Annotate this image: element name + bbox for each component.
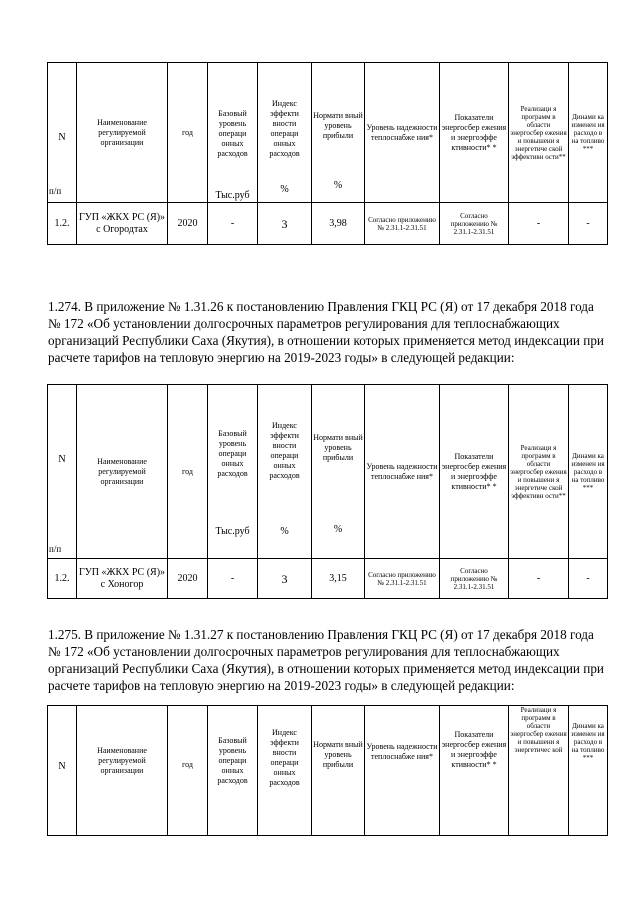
col-profit-header: Нормати вный уровень прибыли: [312, 706, 365, 836]
col-base-header: Базовый уровень операци онных расходов: [208, 706, 258, 836]
row-profit-norm: 3,15: [312, 559, 365, 599]
row-base-level: -: [208, 203, 258, 245]
col-reliability-header: Уровень надежности теплоснабже ния*: [365, 706, 440, 836]
row-efficiency-index: 3: [258, 559, 312, 599]
row-year: 2020: [168, 203, 208, 245]
row-base-level: -: [208, 559, 258, 599]
col-base-header: [208, 385, 258, 559]
col-year-header: год: [168, 63, 208, 203]
row-efficiency-index: 3: [258, 203, 312, 245]
col-year-header: год: [168, 706, 208, 836]
profit-norm-label: Нормати вный уровень прибыли: [313, 433, 363, 462]
profit-norm-label: Нормати вный уровень прибыли: [313, 111, 363, 140]
row-org-name: ГУП «ЖКХ РС (Я)» с Огородтах: [77, 203, 168, 245]
row-fuel-dynamics: -: [569, 203, 608, 245]
col-program-header: Реализаци я программ в области энергосбер ежения и повышени я энергетиче ской эффективн ости**: [509, 63, 569, 203]
base-level-label: Базовый уровень операци онных расходов: [217, 109, 248, 158]
row-org-name: ГУП «ЖКХ РС (Я)» с Хоногор: [77, 559, 168, 599]
col-n-header: [48, 63, 77, 203]
row-fuel-dynamics: -: [569, 559, 608, 599]
table-row: [48, 203, 608, 245]
row-year: 2020: [168, 559, 208, 599]
col-org-header: Наименование регулируемой организации: [77, 63, 168, 203]
paragraph-1-274: 1.274. В приложение № 1.31.26 к постановлению Правления ГКЦ РС (Я) от 17 декабря 2018 года № 172 «Об установлении долгосрочных параметров регулирования для теплоснабжающих организаций Республики Саха (Якутия), в отношении которых применяется метод индексации при расчете тарифов на тепловую энергию на 2019-2023 годы» в следующей редакции:: [48, 299, 604, 365]
col-program-header: Реализаци я программ в области энергосбер ежения и повышени я энергетиче ской эффективн ости**: [509, 385, 569, 559]
row-program: -: [509, 559, 569, 599]
efficiency-index-label: Индекс эффекти вности операци онных расходов: [269, 421, 300, 480]
base-level-label: Базовый уровень операци онных расходов: [217, 429, 248, 478]
col-fuel-header: Динами ка изменен ия расходо в на топливо ***: [569, 706, 608, 836]
row-profit-norm: 3,98: [312, 203, 365, 245]
unit-percent-label: %: [280, 184, 289, 195]
col-profit-header: [312, 63, 365, 203]
col-reliability-header: Уровень надежности теплоснабже ния*: [365, 385, 440, 559]
parameters-table-3: [47, 705, 608, 836]
table-row: [48, 559, 608, 599]
col-fuel-header: Динами ка изменен ия расходо в на топливо ***: [569, 63, 608, 203]
row-reliability: Согласно приложению № 2.31.1-2.31.51: [365, 559, 440, 599]
unit-thousand-label: Тыс.руб: [215, 526, 250, 537]
col-index-header: [258, 385, 312, 559]
col-n-header: [48, 706, 77, 836]
col-org-header: Наименование регулируемой организации: [77, 706, 168, 836]
col-fuel-header: Динами ка изменен ия расходо в на топливо ***: [569, 385, 608, 559]
efficiency-index-label: Индекс эффекти вности операци онных расходов: [269, 99, 300, 158]
col-profit-header: [312, 385, 365, 559]
unit-percent-label: %: [280, 526, 289, 537]
row-reliability: Согласно приложению № 2.31.1-2.31.51: [365, 203, 440, 245]
parameters-table-1: [47, 62, 608, 245]
col-pp-label: п/п: [49, 185, 62, 196]
unit-percent-label-2: %: [333, 180, 343, 191]
col-index-header: [258, 63, 312, 203]
col-energy-header: Показатели энергосбер ежения и энергоэффе ктивности* *: [440, 385, 509, 559]
col-pp-label: п/п: [49, 543, 62, 554]
col-n-header: [48, 385, 77, 559]
row-number: 1.2.: [48, 559, 77, 599]
paragraph-1-275: 1.275. В приложение № 1.31.27 к постановлению Правления ГКЦ РС (Я) от 17 декабря 2018 года № 172 «Об установлении долгосрочных параметров регулирования для теплоснабжающих организаций Республики Саха (Якутия), в отношении которых применяется метод индексации при расчете тарифов на тепловую энергию на 2019-2023 годы» в следующей редакции:: [48, 627, 604, 693]
parameters-table-2: [47, 384, 608, 599]
col-base-header: [208, 63, 258, 203]
row-energy-indicators: Согласно приложению № 2.31.1-2.31.51: [440, 559, 509, 599]
row-number: 1.2.: [48, 203, 77, 245]
col-n-label: N: [58, 132, 66, 143]
col-org-header: Наименование регулируемой организации: [77, 385, 168, 559]
col-energy-header: Показатели энергосбер ежения и энергоэффе ктивности* *: [440, 63, 509, 203]
col-reliability-header: Уровень надежности теплоснабже ния*: [365, 63, 440, 203]
row-energy-indicators: Согласно приложению № 2.31.1-2.31.51: [440, 203, 509, 245]
col-index-header: Индекс эффекти вности операци онных расходов: [258, 706, 312, 836]
col-n-label: N: [58, 454, 66, 465]
col-year-header: год: [168, 385, 208, 559]
col-program-header: Реализаци я программ в области энергосбер ежения и повышени я энергетичес кой: [509, 706, 569, 836]
unit-percent-label-2: %: [333, 524, 343, 535]
row-program: -: [509, 203, 569, 245]
col-n-label: N: [58, 761, 66, 772]
unit-thousand-label: Тыс.руб: [215, 190, 250, 201]
col-energy-header: Показатели энергосбер ежения и энергоэффе ктивности* *: [440, 706, 509, 836]
